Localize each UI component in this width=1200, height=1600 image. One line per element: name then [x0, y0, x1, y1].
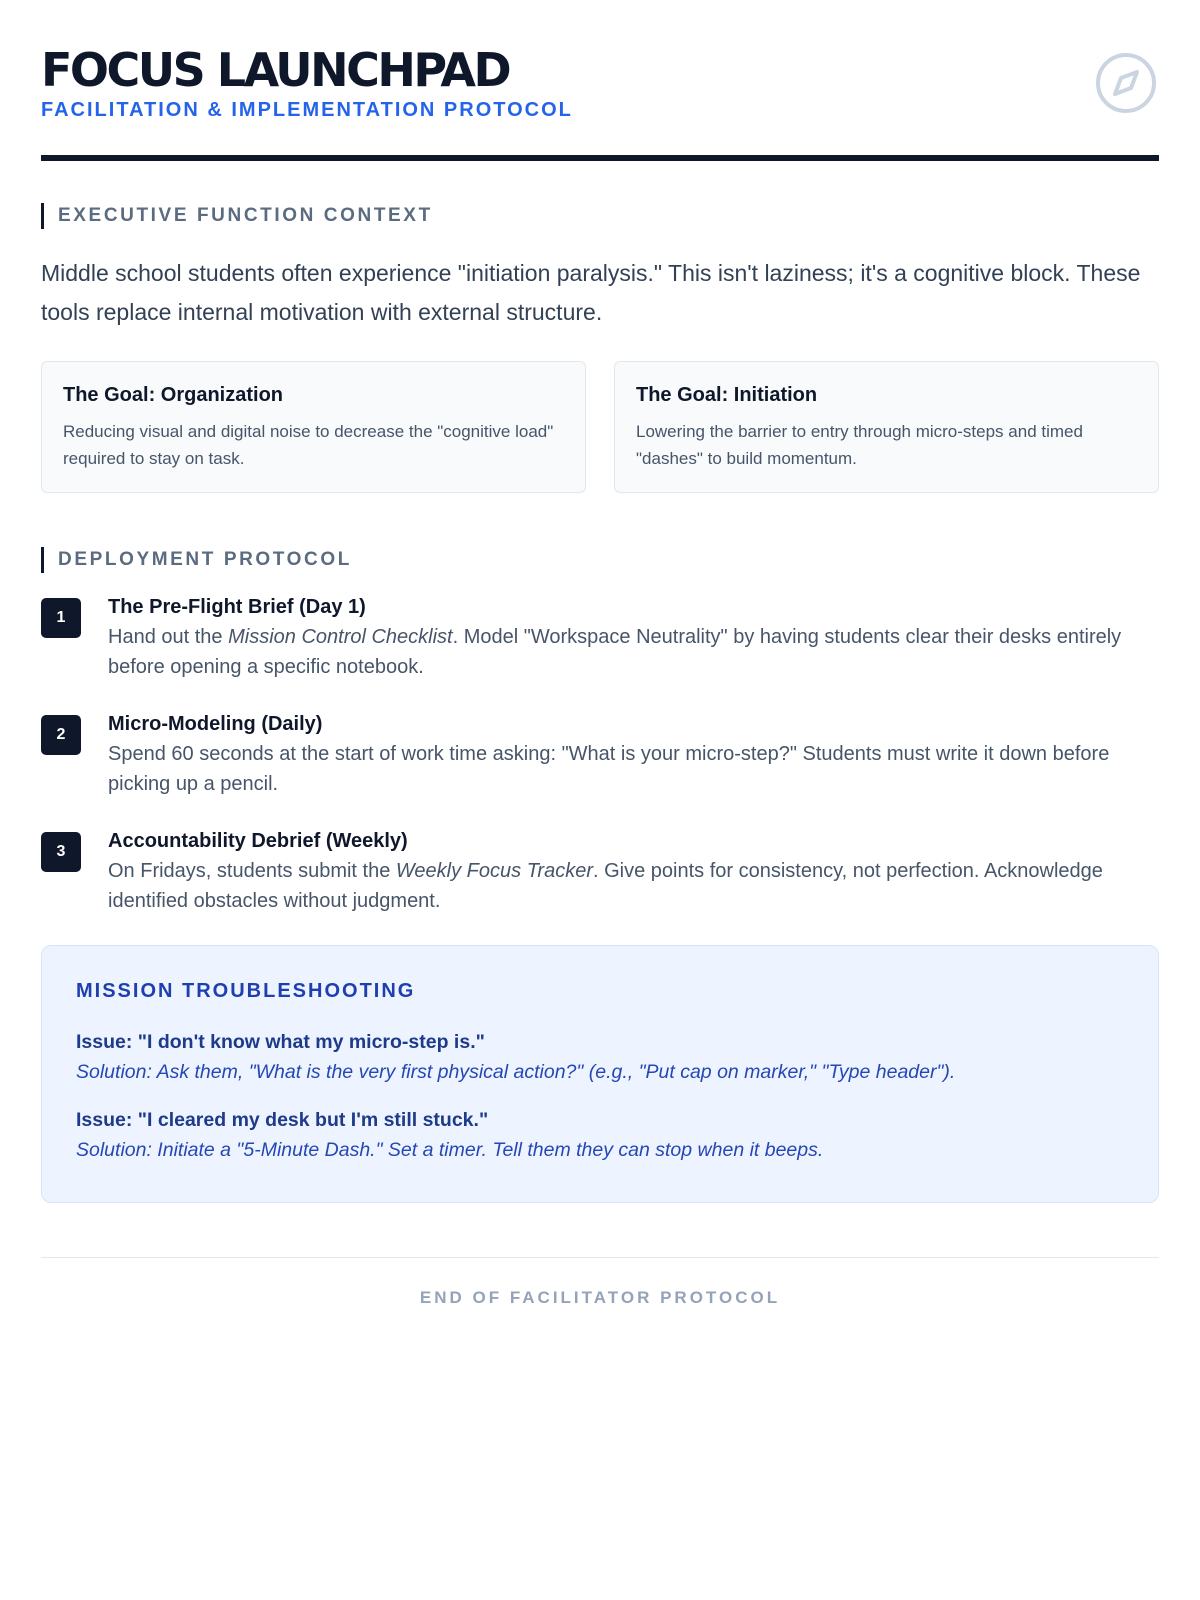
- step-text-part: Spend 60 seconds at the start of work time asking: "What is your micro-step?" Students must write it down before picking up a pencil.: [108, 743, 1110, 795]
- step-item: [41, 594, 1159, 682]
- step-number-badge: 3: [41, 832, 81, 872]
- intro-paragraph: Middle school students often experience "initiation paralysis." This isn't laziness; it's a cognitive block. These tools replace internal motivation with external structure.: [41, 260, 1141, 325]
- heading-accent-bar: [41, 203, 44, 229]
- issue-item: [76, 1027, 1124, 1087]
- step-text-emphasis: Mission Control Checklist: [228, 626, 453, 648]
- step-body: [108, 711, 1158, 799]
- issue-question: Issue: "I cleared my desk but I'm still stuck.": [76, 1109, 489, 1131]
- step-title: Micro-Modeling (Daily): [108, 713, 323, 735]
- step-text: [108, 622, 1158, 682]
- issue-solution: Solution: Ask them, "What is the very first physical action?" (e.g., "Put cap on marker," "Type header").: [76, 1061, 956, 1083]
- goal-text: Lowering the barrier to entry through micro-steps and timed "dashes" to build momentum.: [636, 422, 1083, 468]
- step-body: [108, 594, 1158, 682]
- page-subtitle: FACILITATION & IMPLEMENTATION PROTOCOL: [41, 99, 573, 121]
- step-text-part: . Give points for consistency, not perfection. Acknowledge identified obstacles without judgment.: [108, 860, 1103, 912]
- goal-title: The Goal: Initiation: [636, 384, 818, 406]
- step-number-badge: 1: [41, 598, 81, 638]
- section-heading-label: EXECUTIVE FUNCTION CONTEXT: [58, 205, 433, 226]
- step-text-part: Hand out the: [108, 626, 229, 648]
- compass-icon: [1095, 52, 1157, 114]
- step-title: The Pre-Flight Brief (Day 1): [108, 596, 366, 618]
- page-title: FOCUS LAUNCHPAD: [41, 43, 510, 97]
- footer-text: END OF FACILITATOR PROTOCOL: [419, 1288, 781, 1307]
- issue-solution: Solution: Initiate a "5-Minute Dash." Set a timer. Tell them they can stop when it beeps.: [76, 1139, 824, 1161]
- goal-card-initiation: [614, 361, 1159, 493]
- step-number-badge: 2: [41, 715, 81, 755]
- header: [41, 0, 1159, 161]
- step-text: [108, 856, 1158, 916]
- goal-title: The Goal: Organization: [63, 384, 284, 406]
- step-item: [41, 711, 1159, 799]
- step-text-part: On Fridays, students submit the: [108, 860, 396, 882]
- step-item: [41, 828, 1159, 916]
- footer: [41, 1257, 1159, 1308]
- step-text-emphasis: Weekly Focus Tracker: [395, 860, 593, 882]
- heading-accent-bar: [41, 547, 44, 573]
- section-heading-deployment: [41, 547, 1159, 573]
- step-list: [41, 594, 1159, 916]
- troubleshooting-box: [41, 945, 1159, 1203]
- issue-question: Issue: "I don't know what my micro-step is.": [76, 1031, 485, 1053]
- step-title: Accountability Debrief (Weekly): [108, 830, 408, 852]
- issue-item: [76, 1105, 1124, 1165]
- section-heading-label: DEPLOYMENT PROTOCOL: [58, 549, 352, 570]
- step-text-part: . Model "Workspace Neutrality" by having students clear their desks entirely before opening a specific notebook.: [108, 626, 1122, 678]
- step-body: [108, 828, 1158, 916]
- step-text: [108, 739, 1158, 799]
- goal-card-organization: [41, 361, 586, 493]
- troubleshooting-title: MISSION TROUBLESHOOTING: [76, 980, 416, 1002]
- goal-cards: [41, 361, 1159, 493]
- goal-text: Reducing visual and digital noise to decrease the "cognitive load" required to stay on task.: [63, 422, 554, 468]
- section-heading-context: [41, 203, 1159, 229]
